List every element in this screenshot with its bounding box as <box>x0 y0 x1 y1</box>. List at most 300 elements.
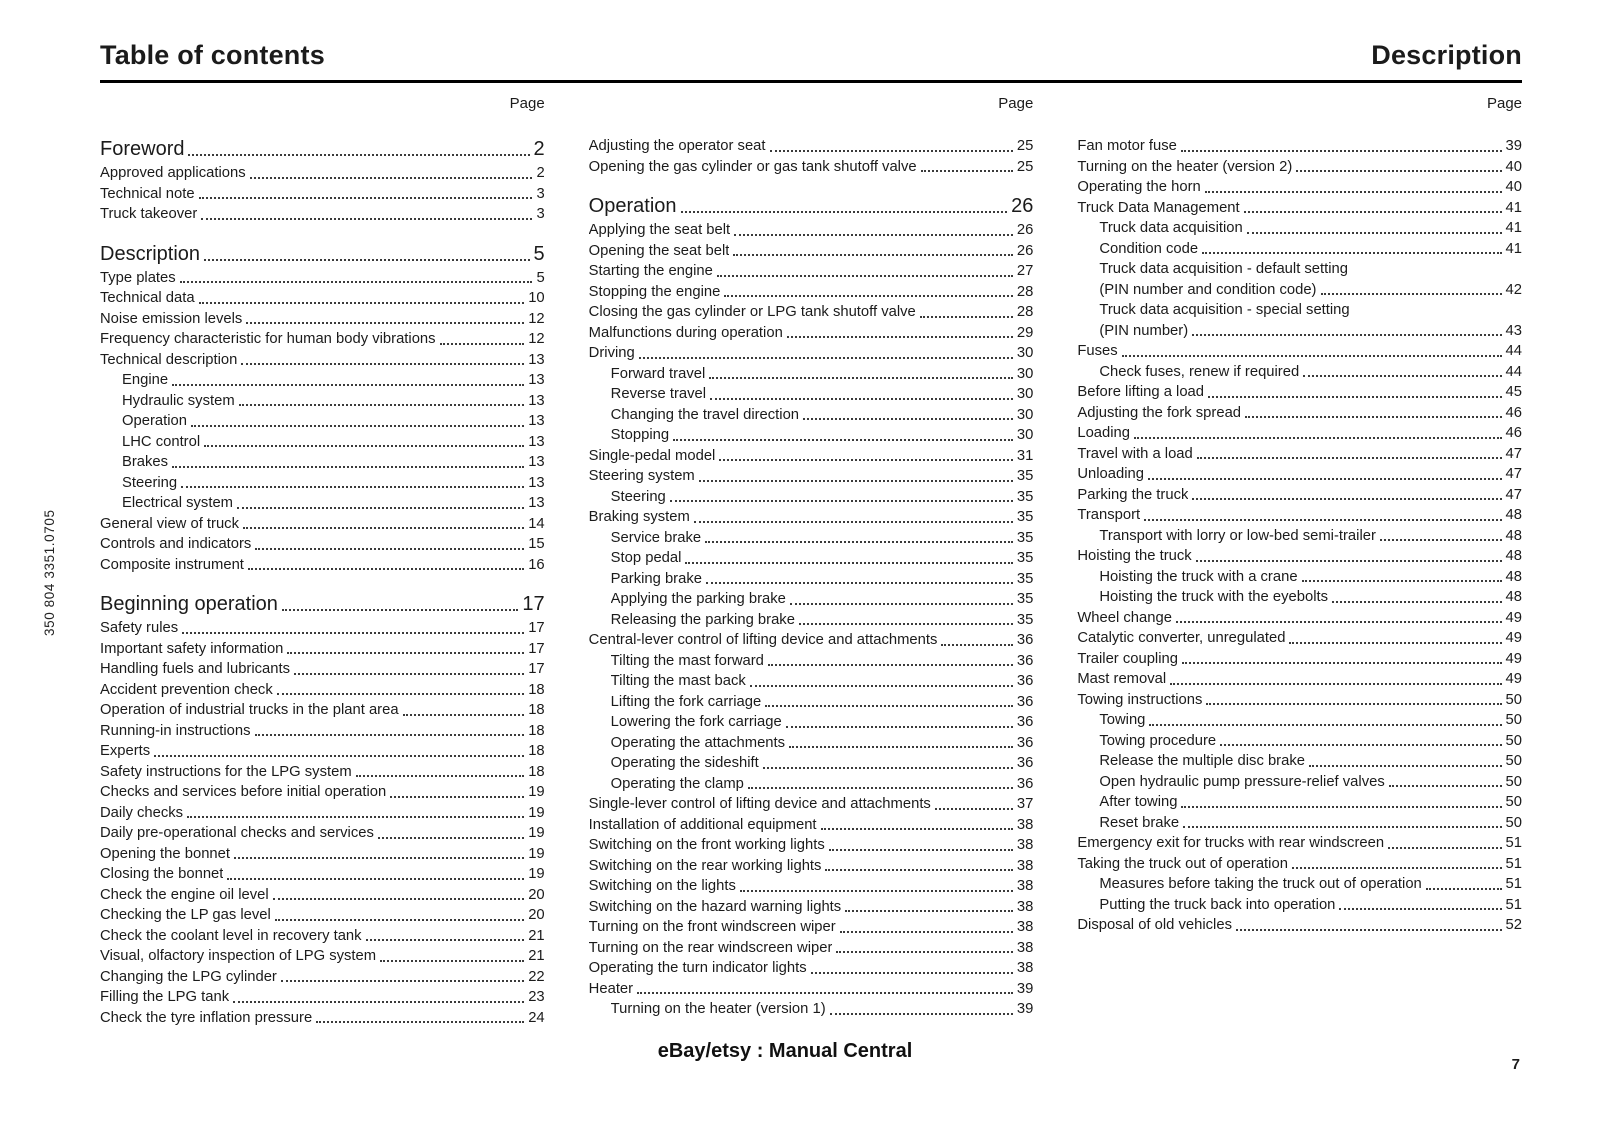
dot-leader <box>250 177 533 179</box>
dot-leader <box>294 673 524 675</box>
dot-leader <box>180 281 533 283</box>
toc-entry-label: Checking the LP gas level <box>100 907 271 923</box>
toc-entry-page: 30 <box>1016 427 1034 443</box>
toc-entry-label: Closing the gas cylinder or LPG tank shutoff valve <box>588 304 916 320</box>
toc-entry-label: Measures before taking the truck out of operation <box>1099 876 1422 892</box>
toc-entry-row <box>589 692 1034 713</box>
toc-entry-label: Catalytic converter, unregulated <box>1077 630 1286 646</box>
toc-entry-row <box>100 639 545 660</box>
toc-entry-label: Engine <box>122 372 169 388</box>
toc-entry-row <box>100 721 545 742</box>
toc-entry-label: Technical note <box>100 185 195 202</box>
page-header <box>100 40 1522 83</box>
dot-leader <box>1292 867 1502 869</box>
toc-entry-page: 35 <box>1016 591 1034 607</box>
toc-entry-label: Switching on the rear working lights <box>588 857 822 874</box>
toc-entry-row <box>1077 403 1522 424</box>
dot-leader <box>440 343 525 345</box>
toc-entry-label: Truck data acquisition - special setting <box>1099 302 1350 318</box>
dot-leader <box>281 980 524 982</box>
toc-entry-row <box>100 493 545 514</box>
toc-entry-page: 13 <box>528 454 545 470</box>
toc-entry-label: Operation <box>122 413 187 429</box>
toc-entry-label: Central-lever control of lifting device and attachments <box>588 632 938 648</box>
toc-entry-label: Lowering the fork carriage <box>610 714 782 730</box>
dot-leader <box>187 816 524 818</box>
toc-entry-page: 35 <box>1016 509 1034 525</box>
toc-entry-row <box>100 350 545 371</box>
toc-entry-page: 46 <box>1505 425 1523 441</box>
toc-entry-label: Fan motor fuse <box>1077 138 1177 154</box>
toc-entry-label: Brakes <box>122 454 169 470</box>
dot-leader <box>246 322 524 324</box>
toc-entry-page: 48 <box>1505 568 1523 585</box>
dot-leader <box>1247 232 1502 234</box>
dot-leader <box>1183 826 1501 828</box>
dot-leader <box>1170 683 1501 685</box>
toc-entry-label: Truck Data Management <box>1077 199 1240 216</box>
toc-entry-label: Release the multiple disc brake <box>1099 753 1305 769</box>
toc-entry-label: Stop pedal <box>610 550 682 566</box>
dot-leader <box>740 890 1013 892</box>
toc-section-heading-row <box>100 591 545 618</box>
toc-entry-page: 36 <box>1016 734 1034 751</box>
dot-leader <box>1236 929 1502 931</box>
page-number: 7 <box>1511 1056 1520 1073</box>
toc-entry-label: Electrical system <box>122 495 233 511</box>
toc-entry-label: Important safety information <box>100 640 284 657</box>
toc-entry-page: 17 <box>528 620 545 636</box>
dot-leader <box>681 211 1008 213</box>
toc-entry-page: 38 <box>1016 857 1034 874</box>
toc-entry-page: 26 <box>1016 222 1034 238</box>
toc-entry-page: 41 <box>1505 199 1523 216</box>
toc-entry-row <box>100 309 545 330</box>
toc-entry-page: 36 <box>1016 632 1034 648</box>
dot-leader <box>1148 478 1502 480</box>
toc-entry-page: 40 <box>1505 158 1523 175</box>
toc-entry-row <box>589 466 1034 487</box>
toc-entry-label: Daily pre-operational checks and services <box>100 825 374 841</box>
toc-entry-page: 51 <box>1505 876 1523 892</box>
toc-entry-row <box>100 534 545 555</box>
dot-leader <box>1182 662 1502 664</box>
toc-entry-page: 20 <box>528 886 545 903</box>
toc-entry-row <box>100 288 545 309</box>
toc-entry-page: 29 <box>1016 324 1034 341</box>
toc-entry-row <box>1077 198 1522 219</box>
toc-entry-label: Filling the LPG tank <box>100 989 230 1005</box>
dot-leader <box>821 828 1013 830</box>
dot-leader <box>191 425 524 427</box>
toc-entry-label: Foreword <box>100 138 185 160</box>
dot-leader <box>941 644 1012 646</box>
toc-entry-row <box>1077 157 1522 178</box>
toc-entry-page: 47 <box>1505 486 1523 503</box>
toc-entry-page: 16 <box>528 556 545 573</box>
dot-leader <box>1149 724 1501 726</box>
dot-leader <box>768 664 1013 666</box>
toc-entry-row <box>589 241 1034 262</box>
dot-leader <box>1220 744 1501 746</box>
toc-entry-list <box>589 136 1034 1020</box>
toc-entry-row <box>100 844 545 865</box>
toc-entry-row <box>589 651 1034 672</box>
toc-entry-label: Changing the LPG cylinder <box>100 968 277 985</box>
toc-entry-label: After towing <box>1099 794 1178 810</box>
toc-entry-page: 38 <box>1016 919 1034 935</box>
toc-entry-row <box>589 876 1034 897</box>
toc-entry-row <box>100 987 545 1008</box>
toc-entry-label: Reverse travel <box>610 386 707 402</box>
toc-entry-label: Tilting the mast back <box>610 673 746 689</box>
toc-entry-label: Heater <box>588 980 634 997</box>
dot-leader <box>717 275 1013 277</box>
toc-entry-label: Operating the turn indicator lights <box>588 960 807 976</box>
toc-entry-row <box>589 302 1034 323</box>
dot-leader <box>1144 519 1501 521</box>
toc-entry-page: 3 <box>536 185 545 202</box>
toc-entry-label: Turning on the rear windscreen wiper <box>588 939 833 956</box>
dot-leader <box>789 746 1013 748</box>
toc-entry-row <box>589 938 1034 959</box>
toc-entry-label: Forward travel <box>610 365 706 382</box>
toc-entry-page: 36 <box>1016 693 1034 710</box>
toc-entry-row <box>100 329 545 350</box>
toc-entry-row <box>1077 321 1522 342</box>
toc-entry-label: Description <box>100 242 201 265</box>
toc-entry-row <box>589 610 1034 631</box>
toc-entry-row <box>100 204 545 225</box>
toc-entry-row <box>589 364 1034 385</box>
dot-leader <box>237 507 524 509</box>
toc-entry-row <box>589 405 1034 426</box>
toc-entry-label: Wheel change <box>1077 609 1172 626</box>
toc-entry-row <box>589 261 1034 282</box>
toc-entry-row <box>589 979 1034 1000</box>
toc-entry-page: 19 <box>528 784 545 800</box>
toc-entry-row <box>100 555 545 576</box>
toc-entry-row <box>1077 239 1522 260</box>
dot-leader <box>1134 437 1502 439</box>
toc-entry-label: Hoisting the truck <box>1077 548 1192 564</box>
dot-leader <box>1380 539 1502 541</box>
dot-leader <box>201 218 532 220</box>
dot-leader <box>1122 355 1502 357</box>
toc-entry-row <box>1077 505 1522 526</box>
dot-leader <box>734 234 1013 236</box>
toc-entry-row <box>1077 259 1522 280</box>
dot-leader <box>836 951 1012 953</box>
toc-entry-page: 52 <box>1505 917 1523 933</box>
toc-entry-page: 5 <box>536 269 545 286</box>
dot-leader <box>770 150 1013 152</box>
toc-entry-row <box>1077 300 1522 321</box>
dot-leader <box>799 623 1013 625</box>
dot-leader <box>935 808 1013 810</box>
toc-entry-row <box>100 782 545 803</box>
toc-entry-page: 48 <box>1505 527 1523 544</box>
dot-leader <box>1302 580 1502 582</box>
toc-entry-label: Operation <box>588 195 677 217</box>
dot-leader <box>255 734 525 736</box>
dot-leader <box>1206 703 1501 705</box>
toc-entry-label: Single-pedal model <box>588 447 716 464</box>
toc-entry-label: Service brake <box>610 529 702 546</box>
toc-entry-row <box>1077 915 1522 936</box>
toc-entry-row <box>1077 136 1522 157</box>
dot-leader <box>1244 211 1502 213</box>
document-part-number: 350 804 3351.0705 <box>42 509 57 636</box>
dot-leader <box>685 562 1012 564</box>
dot-leader <box>829 849 1013 851</box>
toc-entry-page: 18 <box>528 681 545 698</box>
dot-leader <box>1309 765 1502 767</box>
toc-entry-page: 21 <box>528 927 545 944</box>
toc-entry-page: 50 <box>1505 712 1523 728</box>
toc-entry-label: Technical description <box>100 351 238 368</box>
dot-leader <box>1388 847 1501 849</box>
toc-entry-label: LHC control <box>122 433 201 450</box>
dot-leader <box>275 919 524 921</box>
toc-entry-label: Switching on the lights <box>588 878 736 894</box>
toc-entry-page: 36 <box>1016 652 1034 669</box>
toc-entry-page: 39 <box>1016 980 1034 997</box>
dot-leader <box>277 693 524 695</box>
toc-entry-page: 35 <box>1016 611 1034 628</box>
toc-entry-row <box>589 487 1034 508</box>
toc-entry-page: 13 <box>528 392 545 409</box>
toc-entry-label: Steering <box>122 474 178 491</box>
toc-entry-label: Approved applications <box>100 165 246 181</box>
dot-leader <box>255 548 524 550</box>
toc-entry-row <box>589 157 1034 178</box>
dot-leader <box>1289 642 1501 644</box>
toc-entry-label: General view of truck <box>100 515 239 532</box>
toc-entry-page: 18 <box>528 722 545 739</box>
toc-entry-row <box>100 741 545 762</box>
toc-entry-label: Hoisting the truck with a crane <box>1099 568 1298 585</box>
toc-entry-row <box>589 384 1034 405</box>
dot-leader <box>825 869 1012 871</box>
toc-entry-row <box>1077 485 1522 506</box>
toc-entry-row <box>589 794 1034 815</box>
toc-entry-row <box>100 391 545 412</box>
toc-entry-label: Travel with a load <box>1077 445 1193 462</box>
toc-entry-label: Check the tyre inflation pressure <box>100 1009 313 1026</box>
toc-entry-row <box>589 774 1034 795</box>
toc-entry-page: 48 <box>1505 548 1523 564</box>
toc-entry-label: Noise emission levels <box>100 310 243 327</box>
page-column-label: Page <box>998 95 1034 112</box>
toc-entry-page: 41 <box>1505 240 1523 257</box>
toc-entry-label: Applying the parking brake <box>610 591 786 607</box>
dot-leader <box>390 796 524 798</box>
toc-entry-label: Putting the truck back into operation <box>1099 896 1336 913</box>
page-column-label: Page <box>509 95 545 112</box>
toc-entry-label: Adjusting the operator seat <box>588 138 766 154</box>
toc-entry-page: 30 <box>1016 386 1034 402</box>
dot-leader <box>154 755 524 757</box>
toc-entry-row <box>1077 874 1522 895</box>
toc-entry-label: Releasing the parking brake <box>610 611 795 628</box>
toc-entry-page: 36 <box>1016 775 1034 792</box>
toc-entry-page: 35 <box>1016 550 1034 566</box>
toc-entry-row <box>100 762 545 783</box>
toc-entry-page: 38 <box>1016 960 1034 976</box>
dot-leader <box>803 418 1013 420</box>
toc-entry-row <box>1077 710 1522 731</box>
dot-leader <box>233 1001 524 1003</box>
toc-entry-label: Safety rules <box>100 620 179 636</box>
toc-entry-row <box>100 680 545 701</box>
dot-leader <box>699 480 1013 482</box>
dot-leader <box>790 603 1013 605</box>
toc-entry-row <box>1077 464 1522 485</box>
toc-entry-page: 51 <box>1505 835 1523 851</box>
toc-entry-label: Installation of additional equipment <box>588 816 817 833</box>
toc-entry-label: Towing instructions <box>1077 691 1203 708</box>
toc-entry-label: Type plates <box>100 269 176 286</box>
toc-entry-row <box>589 569 1034 590</box>
toc-entry-label: Parking brake <box>610 570 702 587</box>
toc-entry-row <box>589 425 1034 446</box>
toc-entry-page: 50 <box>1505 794 1523 810</box>
toc-entry-page: 26 <box>1016 242 1034 259</box>
toc-entry-row <box>100 926 545 947</box>
toc-entry-label: Transport with lorry or low-bed semi-trailer <box>1099 527 1376 544</box>
toc-entry-row <box>100 905 545 926</box>
toc-entry-page: 35 <box>1016 468 1034 484</box>
toc-entry-label: Turning on the heater (version 1) <box>610 1001 826 1017</box>
dot-leader <box>1192 498 1501 500</box>
toc-entry-page: 49 <box>1505 630 1523 646</box>
dot-leader <box>1205 191 1502 193</box>
toc-entry-row <box>100 700 545 721</box>
toc-entry-row <box>100 370 545 391</box>
toc-entry-page: 47 <box>1505 466 1523 482</box>
toc-entry-label: Towing <box>1099 712 1146 728</box>
toc-entry-row <box>100 864 545 885</box>
dot-leader <box>1181 806 1501 808</box>
toc-entry-row <box>1077 813 1522 834</box>
toc-entry-page: 18 <box>528 743 545 759</box>
toc-entry-page: 25 <box>1016 138 1034 154</box>
toc-entry-label: Emergency exit for trucks with rear windscreen <box>1077 835 1385 851</box>
toc-entry-page: 23 <box>528 989 545 1005</box>
toc-entry-page: 50 <box>1505 814 1523 831</box>
toc-column <box>100 95 545 1028</box>
toc-entry-row <box>1077 526 1522 547</box>
toc-entry-label: Opening the gas cylinder or gas tank shutoff valve <box>588 158 917 175</box>
toc-entry-page: 13 <box>528 351 545 368</box>
toc-entry-label: Tilting the mast forward <box>610 652 764 669</box>
toc-entry-page: 42 <box>1505 281 1523 298</box>
toc-entry-label: Transport <box>1077 507 1141 523</box>
dot-leader <box>204 445 524 447</box>
toc-entry-page: 5 <box>533 242 545 265</box>
dot-leader <box>763 767 1013 769</box>
toc-entry-row <box>589 856 1034 877</box>
toc-entry-row <box>100 659 545 680</box>
toc-entry-label: Check the coolant level in recovery tank <box>100 927 362 944</box>
toc-entry-row <box>1077 362 1522 383</box>
dot-leader <box>1196 560 1502 562</box>
toc-section-heading-row <box>100 136 545 163</box>
toc-entry-row <box>1077 382 1522 403</box>
toc-entry-label: Stopping the engine <box>588 283 721 300</box>
toc-entry-row <box>1077 177 1522 198</box>
toc-entry-label: Switching on the hazard warning lights <box>588 898 842 915</box>
toc-entry-row <box>1077 280 1522 301</box>
dot-leader <box>366 939 525 941</box>
dot-leader <box>204 259 530 261</box>
dot-leader <box>750 685 1013 687</box>
toc-entry-page: 39 <box>1505 138 1523 154</box>
dot-leader <box>710 398 1013 400</box>
dot-leader <box>709 377 1013 379</box>
toc-entry-label: Operating the sideshift <box>610 755 759 771</box>
dot-leader <box>637 992 1013 994</box>
toc-entry-page: 47 <box>1505 445 1523 462</box>
toc-entry-label: Open hydraulic pump pressure-relief valves <box>1099 773 1385 790</box>
toc-entry-row <box>1077 567 1522 588</box>
toc-entry-label: Stopping <box>610 427 670 443</box>
toc-entry-page: 50 <box>1505 773 1523 790</box>
toc-entry-page: 50 <box>1505 691 1523 708</box>
toc-entry-row <box>589 630 1034 651</box>
dot-leader <box>1197 457 1502 459</box>
toc-entry-page: 39 <box>1016 1001 1034 1017</box>
toc-entry-row <box>1077 690 1522 711</box>
toc-entry-row <box>589 548 1034 569</box>
toc-entry-label: Towing procedure <box>1099 732 1217 749</box>
toc-entry-page: 36 <box>1016 673 1034 689</box>
toc-entry-page: 21 <box>528 948 545 964</box>
toc-entry-row <box>589 282 1034 303</box>
dot-leader <box>1202 252 1501 254</box>
toc-entry-row <box>100 163 545 184</box>
dot-leader <box>199 197 533 199</box>
toc-entry-label: Operation of industrial trucks in the plant area <box>100 702 399 718</box>
toc-entry-page: 35 <box>1016 529 1034 546</box>
toc-entry-page: 41 <box>1505 220 1523 236</box>
dot-leader <box>199 302 525 304</box>
page-title: Table of contents <box>100 40 325 70</box>
toc-entry-row <box>1077 444 1522 465</box>
dot-leader <box>1321 293 1502 295</box>
toc-entry-page: 38 <box>1016 878 1034 894</box>
toc-entry-label: Truck data acquisition - default setting <box>1099 261 1349 277</box>
toc-entry-page: 49 <box>1505 671 1523 687</box>
toc-entry-label: Disposal of old vehicles <box>1077 917 1232 933</box>
toc-entry-row <box>589 712 1034 733</box>
dot-leader <box>1176 621 1502 623</box>
toc-entry-page: 30 <box>1016 345 1034 361</box>
toc-entry-label: Opening the bonnet <box>100 845 230 862</box>
toc-entry-row <box>589 917 1034 938</box>
toc-entry-page: 51 <box>1505 855 1523 872</box>
dot-leader <box>733 254 1013 256</box>
toc-entry-row <box>1077 649 1522 670</box>
toc-entry-label: Driving <box>588 345 635 361</box>
toc-entry-label: Hydraulic system <box>122 392 235 409</box>
dot-leader <box>920 316 1013 318</box>
toc-entry-row <box>100 184 545 205</box>
toc-entry-row <box>1077 792 1522 813</box>
toc-entry-page: 12 <box>528 310 545 327</box>
toc-entry-row <box>100 473 545 494</box>
